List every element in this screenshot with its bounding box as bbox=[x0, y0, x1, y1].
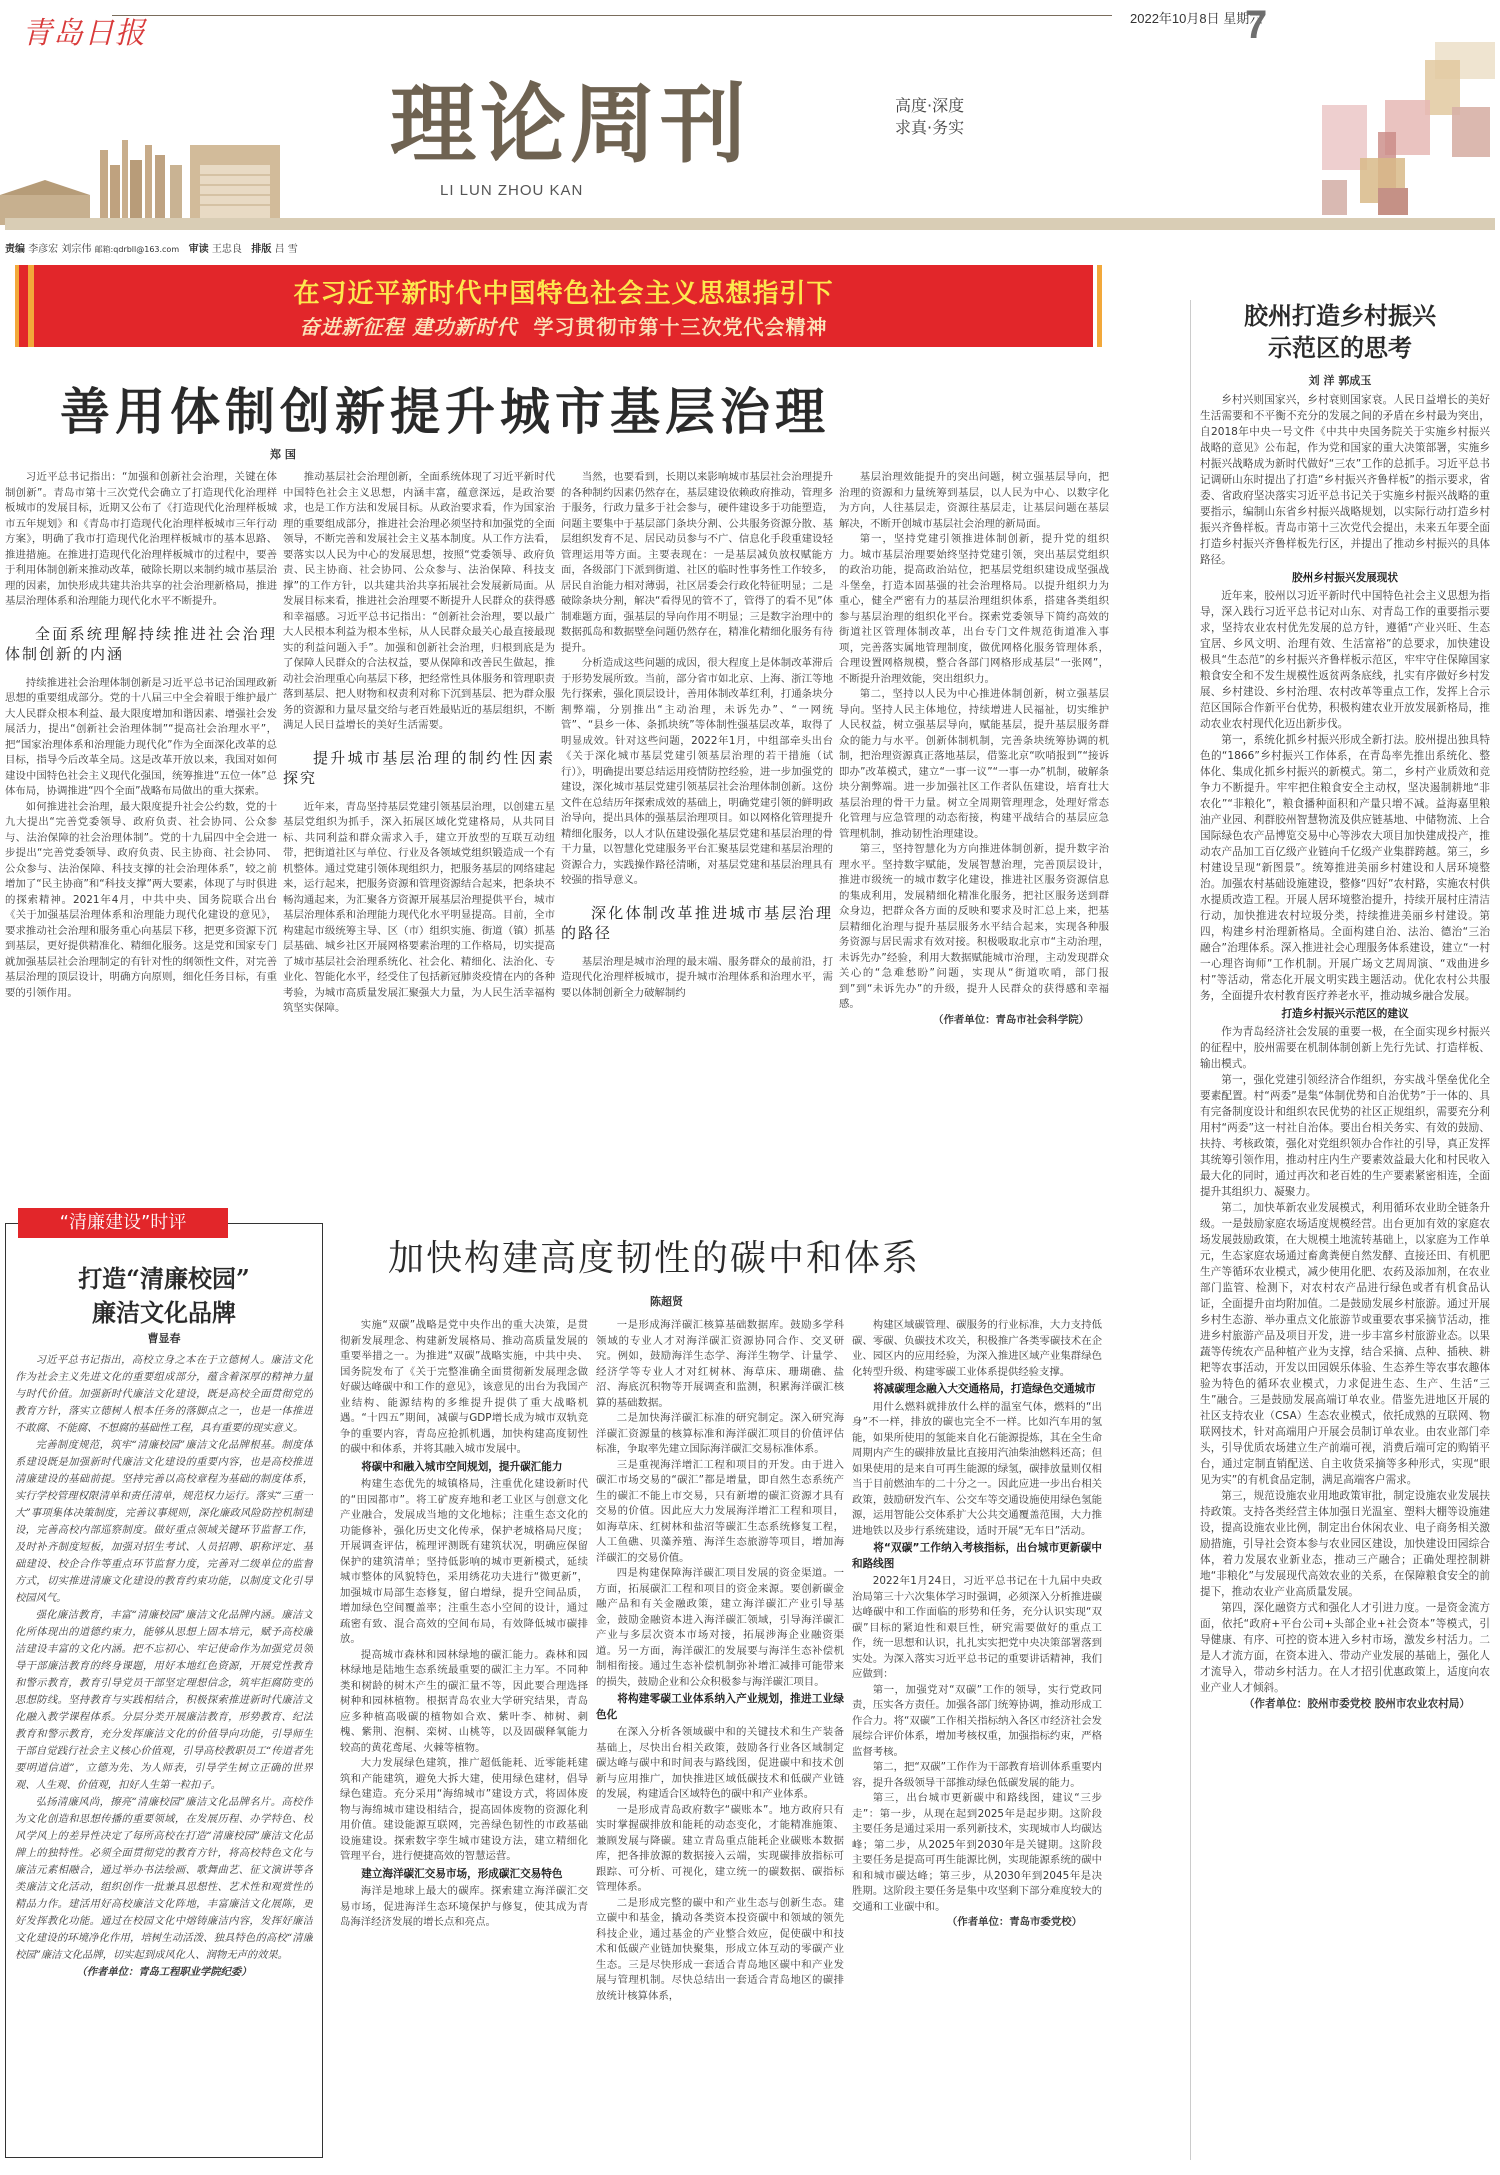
paragraph: 在深入分析各领域碳中和的关键技术和生产装备基础上，尽快出台相关政策，鼓励各行业各区域制定碳达峰与碳中和时间表与路线图，促进碳中和技术创新与应用推广，加快推进区域低碳技术和低碳产业链的发展，构建适合区域特色的碳中和产业体系。 bbox=[596, 1726, 844, 1800]
paragraph: 弘扬清廉风尚，擦亮“清廉校园”廉洁文化品牌名片。高校作为文化创造和思想传播的重要领域，在发展历程、办学特色、校风学风上的差异性决定了每所高校在打造“清廉校园”廉洁文化品牌上的独特性。必须全面贯彻党的教育方针，将高校特色文化与廉洁元素相融合，通过举办书法绘画、歌舞曲艺、征文演讲等各类廉洁文化活动，组织创作一批兼具思想性、艺术性和观赏性的精品力作。建活用好高校廉洁文化阵地，丰富廉洁文化展陈，更好发挥教化功能。通过在校园文化中熔铸廉洁内容，发挥好廉洁文化建设的环境净化作用，培树生动活泼、独具特色的高校“清廉校园”廉洁文化品牌，切实起到成风化人、润物无声的效果。 bbox=[15, 1796, 313, 1961]
slogan-line-1: 高度·深度 bbox=[895, 96, 965, 115]
subheading: 将碳中和融入城市空间规划，提升碳汇能力 bbox=[361, 1460, 563, 1473]
paragraph: 构建生态优先的城镇格局，注重优化建设新时代的“田园都市”。将工矿废弃地和老工业区与创意文化产业融合，发展成当地的文化地标；注重生态文化的功能修补，强化历史文化传承，保护老城格局尺度；开展调查评估，梳理评测既有建筑状况，明确应保留保护的建筑清单；坚持低影响的城市更新模式，延续城市整体的风貌特色，采用绣花功夫进行“微更新”，加强城市局部生态修复，留白增绿，提升空间品质，增加绿色空间覆盖率；注重生态小空间的设计，通过疏密有致、混合高效的空间布局，有效降低城市碳排放。 bbox=[340, 1478, 588, 1645]
paragraph: 一是形成海洋碳汇核算基础数据库。鼓励多学科领域的专业人才对海洋碳汇资源协同合作、交叉研究。例如，鼓励海洋生态学、海洋生物学、计量学、经济学等专业人才对红树林、海草床、珊瑚礁、盐沼、海底沉积物等开展调查和监测，积累海洋碳汇核算的基础数据。 bbox=[596, 1319, 844, 1409]
paragraph: 海洋是地球上最大的碳库。探索建立海洋碳汇交易市场，促进海洋生态环境保护与修复，使其成为青岛海洋经济发展的增长点和亮点。 bbox=[340, 1885, 588, 1928]
editor-credits: 责编 李彦宏 刘宗伟 邮箱:qdrbll@163.com 审读 王忠良 排版 吕 雪 bbox=[5, 244, 298, 255]
article2-headline: 加快构建高度韧性的碳中和体系 bbox=[388, 1238, 921, 1279]
paragraph: 构建区域碳管理、碳服务的行业标准，大力支持低碳、零碳、负碳技术攻关，积极推广各类零碳技术在企业、园区内的应用经验，为深入推进区域产业集群绿色化转型升级、构建零碳工业体系提供经验支撑。 bbox=[852, 1319, 1102, 1378]
paragraph: 近年来，胶州以习近平新时代中国特色社会主义思想为指导，深入践行习近平总书记对山东、对青岛工作的重要指示要求，坚持农业农村优先发展的总方针，遵循“产业兴旺、生态宜居、乡风文明、治理有效、生活富裕”的总要求，加快建设极具“生态范”的乡村振兴齐鲁样板示范区，牢牢守住保障国家粮食安全和不发生规模性返贫两条底线，扎实有序做好乡村发展、乡村建设、乡村治理、农村改革等重点工作，发挥上合示范区国际合作新平台优势，积极构建农业开放发展新格局，推动农业农村现代化迈出新步伐。 bbox=[1200, 590, 1490, 730]
paragraph: 提高城市森林和园林绿地的碳汇能力。森林和园林绿地是陆地生态系统最重要的碳汇主力军。不同种类和树龄的树木产生的碳汇量不等，因此要合理选择树种和园林植物。根据青岛农业大学研究结果，青岛应多种植高吸碳的植物如合欢、紫叶李、柿树、刺槐、紫荆、泡桐、栾树、山桃等，以及固碳释氧能力较高的黄花鸢尾、火棘等植物。 bbox=[340, 1648, 588, 1754]
subheading: 建立海洋碳汇交易市场，形成碳汇交易特色 bbox=[361, 1867, 563, 1880]
column-divider bbox=[1190, 300, 1191, 2160]
page-number: 7 bbox=[1245, 3, 1268, 47]
article1-column-1 bbox=[5, 470, 277, 1210]
paragraph: 四是构建保障海洋碳汇项目发展的资金渠道。一方面，拓展碳汇工程和项目的资金来源。要创新碳金融产品和有关金融政策，建立海洋碳汇产业引导基金，鼓励金融资本进入海洋碳汇领域，引导海洋碳汇产业与多层次资本市场对接，拓展涉海企业融资渠道。另一方面，海洋碳汇的发展要与海洋生态补偿机制相衔接。通过生态补偿机制弥补增汇减排可能带来的损失，鼓励企业和公众积极参与海洋碳汇项目。 bbox=[596, 1567, 844, 1688]
paragraph: 作为青岛经济社会发展的重要一极，在全面实现乡村振兴的征程中，胶州需要在机制体制创新上先行先试、打造样板、输出模式。 bbox=[1200, 1026, 1490, 1070]
subheading: 提升城市基层治理的制约性因素探究 bbox=[283, 748, 555, 787]
paragraph: 2022年1月24日，习近平总书记在十九届中央政治局第三十六次集体学习时强调，必须深入分析推进碳达峰碳中和工作面临的形势和任务，充分认识实现“双碳”目标的紧迫性和艰巨性，研究需要做好的重点工作，统一思想和认识，扎扎实实把党中央决策部署落到实处。为深入落实习近平总书记的重要讲话精神，我们应做到： bbox=[852, 1575, 1102, 1680]
author-affiliation: （作者单位：青岛市委党校） bbox=[946, 1916, 1082, 1928]
article2-column-1 bbox=[340, 1318, 588, 2163]
commentary-headline: 打造“清廉校园” 廉洁文化品牌 bbox=[78, 1264, 250, 1327]
theme-banner bbox=[28, 265, 1093, 347]
newspaper-logo: 青岛日报 bbox=[22, 16, 146, 51]
section-pinyin: LI LUN ZHOU KAN bbox=[440, 182, 584, 199]
article1-author: 郑 国 bbox=[270, 448, 296, 461]
paragraph: 三是重视海洋增汇工程和项目的开发。由于进入碳汇市场交易的“碳汇”都是增量，即自然生态系统产生的碳汇不能上市交易，只有新增的碳汇资源才具有交易的价值。因此应大力发展海洋增汇工程和项目，如海草床、红树林和盐沼等碳汇生态系统修复工程，人工鱼礁、贝藻养殖、海洋生态旅游等项目，增加海洋碳汇的交易价值。 bbox=[596, 1458, 844, 1564]
article1-headline: 善用体制创新提升城市基层治理 bbox=[60, 382, 830, 441]
decorative-squares bbox=[1060, 40, 1500, 220]
commentary-body bbox=[15, 1352, 313, 2152]
paragraph: 推动基层社会治理创新，全面系统体现了习近平新时代中国特色社会主义思想，内涵丰富，蕴意深远，是政治要求，也是工作方法和发展目标。从政治要求看，作为国家治理的重要组成部分，推进社会治理必须坚持和加强党的全面领导，不断完善和发展社会主义基本制度。从工作方法看，要落实以人民为中心的发展思想，按照“党委领导、政府负责、民主协商、社会协同、公众参与、法治保障、科技支撑”的工作方针，以共建共治共享拓展社会发展新局面。从发展目标来看，推进社会治理要不断提升人民群众的获得感和幸福感。习近平总书记指出：“创新社会治理，要以最广大人民根本利益为根本坐标，从人民群众最关心最直接最现实的利益问题入手”。加强和创新社会治理，归根到底是为了保障人民群众的合法权益，要从保障和改善民生做起，推动社会治理重心向基层下移，把经常性具体服务和管理职责落到基层、把人财物和权责利对称下沉到基层、把为群众服务的资源和力量尽量交给与老百姓最贴近的基层组织，不断满足人民日益增长的美好生活需要。 bbox=[283, 471, 555, 731]
article1-column-2 bbox=[283, 470, 555, 1210]
paragraph: 二是加快海洋碳汇标准的研究制定。深入研究海洋碳汇资源量的核算标准和海洋碳汇项目的价值评估标准，争取率先建立国际海洋碳汇交易标准体系。 bbox=[596, 1412, 844, 1455]
paragraph: 当然，也要看到，长期以来影响城市基层社会治理提升的各种制约因素仍然存在，基层建设依赖政府推动，管理多于服务，行政力量多于社会参与，硬件建设多于功能塑造，问题主要集中于基层部门条块分割、公共服务资源分散、基层组织发育不足、居民动员参与不广、信息化手段重建设轻管理运用等方面。主要表现在：一是基层减负放权赋能方面，各级部门下派到街道、社区的临时性事务性工作较多，居民自治能力相对薄弱，社区居委会行政化特征明显；二是破除条块分割，解决“看得见的管不了，管得了的看不见”体制难题方面，强基层的导向作用不明显；三是数字治理中的数据孤岛和数据壁垒问题仍然存在，精准化精细化服务有待提升。 bbox=[561, 471, 833, 654]
article2-author: 陈超贤 bbox=[650, 1295, 683, 1308]
paragraph: 实施“双碳”战略是党中央作出的重大决策，是贯彻新发展理念、构建新发展格局、推动高质量发展的重要举措之一。为推进“双碳”战略实施，中共中央、国务院发布了《关于完整准确全面贯彻新发展理念做好碳达峰碳中和工作的意见》，该意见的出台为我国产业结构、能源结构的多维提升提供了重大战略机遇。“十四五”期间，减碳与GDP增长成为城市双轨竞争的重要内容，青岛应抢抓机遇，加快构建高度韧性的碳中和体系，并将其融入城市发展中。 bbox=[340, 1319, 588, 1455]
paragraph: 第三，出台城市更新碳中和路线图，建议“三步走”：第一步，从现在起到2025年是起步期。这阶段主要任务是通过采用一系列新技术，实现城市人均碳达峰；第二步，从2025年到2030年是关键期。这阶段主要任务是提高可再生能源比例，实现能源系统的碳中和和城市碳达峰；第三步，从2030年到2045年是决胜期。这阶段主要任务是集中攻坚剩下部分难度较大的交通和工业碳中和。 bbox=[852, 1792, 1102, 1913]
editor-email: 邮箱:qdrbll@163.com bbox=[94, 245, 180, 254]
paragraph: 大力发展绿色建筑，推广超低能耗、近零能耗建筑和产能建筑，避免大拆大建，使用绿色建材，倡导绿色建造。充分采用“海绵城市”建设方式，将固体废物与海绵城市建设相结合，提高固体废物的资源化利用价值。建设能源互联网，完善绿色韧性的市政基础设施建设。探索数字孪生城市建设方法，建立精细化管理平台，进行便捷高效的智慧运营。 bbox=[340, 1757, 588, 1862]
paragraph: 第三，坚持智慧化为方向推进体制创新，提升数字治理水平。坚持数字赋能，发展智慧治理，完善顶层设计，推进市级统一的城市数字化建设，推进社区服务资源信息的集成利用，发展精细化精准化服务，把社区服务送到群众身边，把群众各方面的反映和要求及时汇总上来，把基层精细化治理与提升基层服务水平结合起来，实现各种服务资源与居民需求有效对接。积极吸取北京市“主动治理，未诉先办”经验，利用大数据赋能城市治理，主动发现群众关心的“急难愁盼”问题，实现从“街道吹哨，部门报到”到“未诉先办”的升级，提升人民群众的获得感和幸福感。 bbox=[839, 843, 1109, 1010]
top-rule bbox=[112, 15, 1112, 16]
issue-date: 2022年10月8日 星期六 bbox=[1130, 11, 1263, 26]
paragraph: 第二，把“双碳”工作作为干部教育培训体系重要内容，提升各级领导干部推动绿色低碳发展的能力。 bbox=[852, 1761, 1102, 1789]
subheading: 打造乡村振兴示范区的建议 bbox=[1281, 1008, 1409, 1020]
paragraph: 第一，坚持党建引领推进体制创新，提升党的组织力。城市基层治理要始终坚持党建引领，突出基层党组织的政治功能，提高政治站位，把基层党组织建设成坚强战斗堡垒，打造本固基强的社会治理格局。以提升组织力为重心，健全严密有力的基层治理组织体系，搭建各类组织参与基层治理的组织化平台。探索党委领导下简约高效的街道社区管理体制改革，出台专门文件规范街道准入事项，完善落实属地管理制度，做优网格化服务管理体系，合理设置网格规模，整合各部门网格形成基层“一张网”，不断提升治理效能，突出组织力。 bbox=[839, 533, 1109, 685]
author-affiliation: （作者单位：青岛市社会科学院） bbox=[933, 1013, 1089, 1026]
layout-name: 吕 雪 bbox=[274, 244, 298, 255]
slogan-line-2: 求真·务实 bbox=[895, 118, 965, 137]
article1-column-4 bbox=[839, 470, 1109, 1210]
paragraph: 近年来，青岛坚持基层党建引领基层治理，以创建五星基层党组织为抓手，深入拓展区域化党建格局，从共同目标、共同利益和群众需求入手，建立开放型的互联互动纽带，把街道社区与单位、行业及各领域党组织锻造成一个有机整体。通过党建引领体现组织力，把服务基层的网络建起来，运行起来，把服务资源和管理资源结合起来，把条块不畅沟通起来，为汇聚各方资源开展基层治理提供平台，城市基层治理体系和治理能力现代化水平明显提高。目前，全市构建起市级统筹主导、区（市）组织实施、街道（镇）抓基层基础、城乡社区开展网格要素治理的工作格局，切实提高了城市基层社会治理系统化、社会化、精细化、法治化、专业化、智能化水平，经受住了包括新冠肺炎疫情在内的各种考验，为城市高质量发展汇聚强大力量，为人民生活幸福构筑坚实保障。 bbox=[283, 800, 555, 1014]
subheading: 全面系统理解持续推进社会治理体制创新的内涵 bbox=[5, 624, 277, 663]
paragraph: 第二，加快革新农业发展模式，利用循环农业助全链条升级。一是鼓励家庭农场适度规模经营。出台更加有效的家庭农场发展鼓励政策，在大规模土地流转基础上，以家庭为工作单元，生态家庭农场通过畜禽粪便自然发酵、直接还田、有机肥生产等循环农业模式，减少使用化肥、农药及添加剂，在农业部门监管、检测下，对农村农产品进行绿色或者有机食品认证，全面提升亩均附加值。二是鼓励发展乡村旅游。通过开展乡村生态游、举办重点文化旅游节或重要农事采摘节活动，推进乡村旅游产品及项目开发，进一步丰富乡村旅游业态。以果蔬等传统农产品种植产业为支撑，结合采摘、点种、插秧、耕耙等农事活动，开发以田园娱乐体验、生态养生等农事农趣体验为特色的循环农业模式，力求促进生态、生产、生活“三生”融合。三是鼓励发展高端订单农业。借鉴先进地区开展的社区支持农业（CSA）生态农业模式，依托成熟的互联网、物联网技术，针对高端用户开展会员制订单农业。由农业部门牵头，引导优质农场建立生产前端可视，消费后端可定的购销平台，通过定制直销配送、自主收货采摘等多种形式，实现“眼见为实”的有机食品定制，满足高端客户需求。 bbox=[1200, 1202, 1490, 1486]
paragraph: 用什么燃料就排放什么样的温室气体，燃料的“出身”不一样，排放的碳也完全不一样。比如汽车用的氢能，如果所使用的氢能来自化石能源提炼，其在全生命周期内产生的碳排放量比直接用汽油柴油燃料还高；但如果使用的是来自可再生能源的绿氢，碳排放量则仅相当于目前燃油车的二十分之一。因此应进一步出台相关政策，鼓励研发汽车、公交车等交通设施使用绿色氢能源，运用智能公交体系扩大公共交通覆盖范围，大力推进地铁以及步行系统建设，适时开展“无车日”活动。 bbox=[852, 1400, 1102, 1537]
city-skyline-illustration bbox=[0, 140, 290, 225]
paragraph: 第二，坚持以人民为中心推进体制创新，树立强基层导向。坚持人民主体地位，持续增进人民福祉，切实维护人民权益，树立强基层导向，赋能基层，提升基层服务群众的能力与水平。创新体制机制，完善条块统筹协调的机制，把治理资源真正落地基层，借鉴北京“吹哨报到”“接诉即办”改革模式，建立“一事一议”“一事一办”机制，破解条块分割弊端。进一步加强社区工作者队伍建设，培育壮大基层治理的骨干力量。树立全周期管理理念，处理好常态化管理与应急管理的动态衔接，构建平战结合的基层应急管理机制，推动韧性治理建设。 bbox=[839, 688, 1109, 840]
paragraph: 强化廉洁教育，丰富“清廉校园”廉洁文化品牌内涵。廉洁文化所体现出的道德约束力，能够从思想上固本培元，赋予高校廉洁建设丰富的文化内涵。把不忘初心、牢记使命作为加强党员领导干部廉洁教育的终身课题，用好本地红色资源，开展党性教育和警示教育，教育引导党员干部坚定理想信念，筑牢拒腐防变的思想防线。坚持教育与实践相结合，积极探索推进新时代廉洁文化融入教学课程体系。分层分类开展廉洁教育，形势教育、纪法教育和警示教育，充分发挥廉洁文化的价值导向功能，引导师生干部自觉践行社会主义核心价值观，引导高校教职员工“传道者先要明道信道”，立德为先、为人师表，引导学生树立正确的世界观、人生观、价值观，扣好人生第一粒扣子。 bbox=[15, 1609, 313, 1791]
paragraph: 第四，深化融资方式和强化人才引进力度。一是资金流方面，依托“政府+平台公司+头部企业+社会资本”等模式，引导健康、有序、可控的资本进入乡村市场，激发乡村活力。二是人才流方面，在资本进入、带动产业发展的基础上，强化人才流导入，带动乡村活力。在人才招引优惠政策上，适度向农业产业人才倾斜。 bbox=[1200, 1602, 1490, 1694]
paragraph: 基层治理是城市治理的最末端、服务群众的最前沿，打造现代化治理样板城市，提升城市治理体系和治理水平，需要以体制创新全力破解制约 bbox=[561, 955, 833, 999]
banner-line-2: 奋进新征程 建功新时代 学习贯彻市第十三次党代会精神 bbox=[299, 315, 828, 339]
paragraph: 第一，系统化抓乡村振兴形成全新打法。胶州提出独具特色的“1866”乡村振兴工作体系，在青岛率先推出系统化、整体化、集成化抓乡村振兴的新模式。第二，乡村产业质效和竞争力不断提升。牢牢把住粮食安全主动权，坚决遏制耕地“非农化”“非粮化”，粮食播种面积和产量只增不减。益海嘉里粮油产业园、利群胶州智慧物流及供应链基地、中储物流、上合国际绿色农产品博览交易中心等涉农大项目加快建成投产，推动农产品加工百亿级产业链向千亿级产业集群跨越。第三，乡村建设呈现“新图景”。统筹推进美丽乡村建设和人居环境整治。加强农村基础设施建设，整修“四好”农村路，实施农村供水提质改造工程。开展人居环境整治提升，持续开展村庄清洁行动，加快推进农村垃圾分类，持续推进美丽乡村建设。第四，构建乡村治理新格局。全面构建自治、法治、德治“三治融合”治理体系。深入推进社会心理服务体系建设，建立“一村一心理咨询师”工作机制。开展广场文艺周周演、“戏曲进乡村”等活动，常态化开展文明实践主题活动。优化农村公共服务，全面提升农村教育医疗养老水平，推动城乡融合发展。 bbox=[1200, 734, 1490, 1002]
editor-names: 李彦宏 刘宗伟 bbox=[28, 244, 92, 255]
subheading: 将“双碳”工作纳入考核指标，出台城市更新碳中和路线图 bbox=[852, 1542, 1102, 1570]
author-affiliation: （作者单位：胶州市委党校 胶州市农业农村局） bbox=[1243, 1698, 1470, 1710]
article2-column-3 bbox=[852, 1318, 1102, 2163]
commentary-author: 曹显春 bbox=[147, 1332, 181, 1345]
reviewer-name: 王忠良 bbox=[211, 244, 242, 255]
paragraph: 如何推进社会治理，最大限度提升社会公约数，党的十九大提出“完善党委领导、政府负责、社会协同、公众参与、法治保障的社会治理体制”。党的十九届四中全会进一步提出“完善党委领导、政府负责、民主协商、社会协同、公众参与、法治保障、科技支撑的社会治理体系”，较之前增加了“民主协商”和“科技支撑”两大要素，体现了与时俱进的探索精神。2021年4月，中共中央、国务院联合出台《关于加强基层治理体系和治理能力现代化建设的意见》，要求推动社会治理和服务重心向基层下移，把更多资源下沉到基层，更好提供精准化、精细化服务。这是党和国家专门就加强基层社会治理制定的有针对性的纲领性文件，对完善基层治理的顶层设计，明确方向原则，细化任务目标，有重要的引领作用。 bbox=[5, 800, 277, 999]
article2-column-2 bbox=[596, 1318, 844, 2163]
subheading: 将减碳理念融入大交通格局，打造绿色交通城市 bbox=[873, 1383, 1096, 1395]
section-slogan bbox=[895, 95, 964, 139]
article3-headline: 胶州打造乡村振兴 示范区的思考 bbox=[1244, 301, 1436, 362]
banner-line-1: 在习近平新时代中国特色社会主义思想指引下 bbox=[293, 279, 834, 309]
paragraph: 完善制度规范，筑牢“清廉校园”廉洁文化品牌根基。制度体系建设既是加强新时代廉洁文化建设的重要内容，也是高校推进清廉建设的基础前提。坚持完善以高校章程为基础的制度体系，实行学校管理权限清单和责任清单，规范权力运行。落实“三重一大”事项集体决策制度，完善议事规则，深化廉政风险防控机制建设，完善高校内部巡察制度。做好重点领域关键环节监督工作，及时补齐制度短板，加强对招生考试、人员招聘、职称评定、基础建设、校企合作等重点环节监督力度，完善对二级单位的监督方式，切实推进清廉文化建设的教育约束功能，以制度文化引导校园风气。 bbox=[15, 1439, 313, 1604]
article1-column-3 bbox=[561, 470, 833, 1210]
paragraph: 基层治理效能提升的突出问题，树立强基层导向，把治理的资源和力量统筹到基层，以人民为中心、以数字化为方向，人往基层走，资源往基层走，让基层问题在基层解决，不断开创城市基层社会治理的新局面。 bbox=[839, 471, 1109, 530]
subheading: 深化体制改革推进城市基层治理的路径 bbox=[561, 903, 833, 942]
paragraph: 分析造成这些问题的成因，很大程度上是体制改革滞后于形势发展所致。当前，部分省市如北京、上海、浙江等地先行探索，强化顶层设计，善用体制改革红利，打通条块分割弊端，分别推出“主动治理，未诉先办”、“一网统管”、“县乡一体、条抓块统”等体制性强基层改革，取得了明显成效。针对这些问题，2022年1月，中组部牵头出台《关于深化城市基层党建引领基层治理的若干措施（试行）》，明确提出要总结运用疫情防控经验，进一步加强党的建设，深化城市基层党建引领基层社会治理体制创新。这份文件在总结历年探索成效的基础上，明确党建引领的鲜明政治导向，提出具体的强基层治理项目。如以网格化管理提升精细化服务，以人才队伍建设强化基层党建和基层治理的骨干力量，以智慧化党建服务平台汇聚基层党建和基层治理的资源合力，实践操作路径清晰，对基层党建和基层治理具有较强的指导意义。 bbox=[561, 657, 833, 886]
section-title: 理论周刊 bbox=[390, 74, 750, 175]
article3-body bbox=[1200, 392, 1490, 2167]
article3-author: 刘 洋 郭成玉 bbox=[1308, 374, 1372, 387]
subheading: 将构建零碳工业体系纳入产业规划，推进工业绿色化 bbox=[596, 1693, 844, 1721]
subheading: 胶州乡村振兴发展现状 bbox=[1292, 572, 1398, 584]
paragraph: 习近平总书记指出，高校立身之本在于立德树人。廉洁文化作为社会主义先进文化的重要组成部分，蕴含着深厚的精神力量与时代价值。加强新时代廉洁文化建设，既是高校全面贯彻党的教育方针，落实立德树人根本任务的落脚点之一，也是一体推进不敢腐、不能腐、不想腐的基础性工程，具有重要的现实意义。 bbox=[15, 1354, 313, 1434]
masthead-divider bbox=[5, 218, 1495, 230]
paragraph: 习近平总书记指出：“加强和创新社会治理，关键在体制创新”。青岛市第十三次党代会确立了打造现代化治理样板城市的发展目标，近期又公布了《打造现代化治理样板城市五年规划》和《青岛市打造现代化治理样板城市三年行动方案》，明确了我市打造现代化治理样板城市的基本思路、推进措施。在推进打造现代化治理样板城市的过程中，要善于利用体制创新来推动改革，破除长期以来制约城市基层治理的因素，加快形成共建共治共享的社会治理新格局，推进基层治理体系和治理能力现代化水平不断提升。 bbox=[5, 471, 277, 607]
paragraph: 乡村兴则国家兴，乡村衰则国家衰。人民日益增长的美好生活需要和不平衡不充分的发展之间的矛盾在乡村最为突出，自2018年中央一号文件《中共中央国务院关于实施乡村振兴战略的意见》公布起，作为党和国家的重大决策部署，实施乡村振兴战略成为新时代做好“三农”工作的总抓手。习近平总书记调研山东时提出了打造“乡村振兴齐鲁样板”的指示要求，省委、省政府坚决落实习近平总书记关于实施乡村振兴战略的重要指示，编制山东省乡村振兴战略规划，以实际行动打造乡村振兴齐鲁样板。青岛市第十三次党代会提出，未来五年要全面打造乡村振兴齐鲁样板先行区，并提出了推动乡村振兴的具体路径。 bbox=[1200, 394, 1490, 566]
banner-accent-bar bbox=[1097, 265, 1102, 347]
paragraph: 二是形成完整的碳中和产业生态与创新生态。建立碳中和基金，撬动各类资本投资碳中和领域的领先科技企业，通过基金的产业整合效应，促使碳中和技术和低碳产业链加快聚集，形成立体互动的零碳产业生态。三是尽快形成一套适合青岛地区碳中和产业发展与管理机制。尽快总结出一套适合青岛地区的碳排放统计核算体系， bbox=[596, 1896, 844, 2002]
commentary-tag: “清廉建设”时评 bbox=[18, 1208, 228, 1238]
paragraph: 持续推进社会治理体制创新是习近平总书记治国理政新思想的重要组成部分。党的十八届三中全会着眼于维护最广大人民群众根本利益、最大限度增加和谐因素、增强社会发展活力，提出“创新社会治理体制”“提高社会治理水平”，把“国家治理体系和治理能力现代化”作为全面深化改革的总目标，指导今后改革全局。这是改革开放以来，我国对如何建设中国特色社会主义现代化强国，统筹推进“五位一体”总体布局，协调推进“四个全面”战略布局做出的重大探索。 bbox=[5, 676, 277, 797]
paragraph: 第一，强化党建引领经济合作组织，夯实战斗堡垒优化全要素配置。村“两委”是集“体制优势和自治优势”于一体的、具有完备制度设计和组织农民优势的社区正规组织，需要充分利用村“两委”这一村社自治体。要出台相关务实、有效的鼓励、扶持、考核政策，强化对党组织领办合作社的引导，真正发挥其统筹引领作用，推动村庄内生产要素效益最大化和村民收入最大化的同时，通过再次和老百姓的生产要素紧密相连，全面提升其组织力、凝聚力。 bbox=[1200, 1074, 1490, 1198]
paragraph: 第三，规范设施农业用地政策审批，制定设施农业发展扶持政策。支持各类经营主体加强日光温室、塑料大棚等设施建设，提高设施农业比例，制定出台休闲农业、电子商务相关激励措施，引导社会资本参与农业园区建设，加快建设田园综合体，着力发展农业新业态，推动三产融合；正确处理控制耕地“非粮化”与发展现代高效农业的关系，在保障粮食安全的前提下，推动农业产业高质量发展。 bbox=[1200, 1490, 1490, 1598]
paragraph: 第一，加强党对“双碳”工作的领导，实行党政同责，压实各方责任。加强各部门统筹协调，推动形成工作合力。将“双碳”工作相关指标纳入各区市经济社会发展综合评价体系，增加考核权重，加强指标约束，严格监督考核。 bbox=[852, 1683, 1102, 1758]
author-affiliation: （作者单位：青岛工程职业学院纪委） bbox=[76, 1966, 252, 1978]
paragraph: 一是形成青岛政府数字“碳账本”。地方政府只有实时掌握碳排放和能耗的动态变化，才能精准施策、兼顾发展与降碳。建立青岛重点能耗企业碳账本数据库，把各排放源的数据接入云端，实现碳排放指标可跟踪、可分析、可视化，建立统一的碳数据、碳指标管理体系。 bbox=[596, 1803, 844, 1893]
